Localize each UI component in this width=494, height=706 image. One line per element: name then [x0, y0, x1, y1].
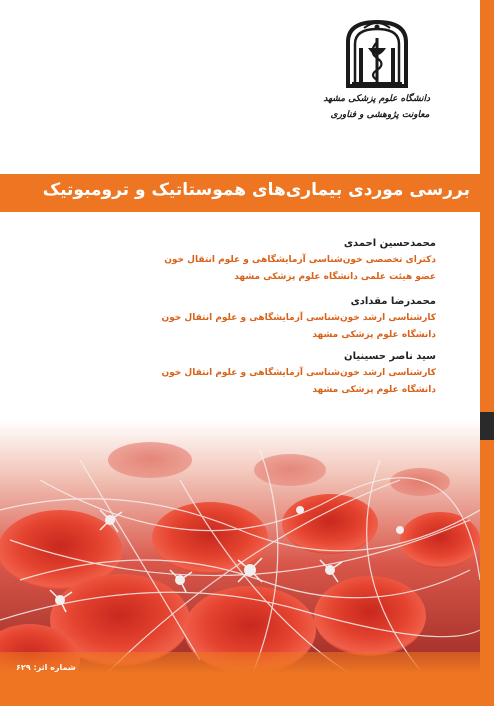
- cover-side-strip-mark: [480, 412, 494, 440]
- cover-side-strip: [480, 0, 494, 706]
- author-2: [56, 294, 436, 344]
- author-1-affiliation: عضو هیئت علمی دانشگاه علوم پزشکی مشهد: [234, 272, 436, 282]
- author-1-name: محمدحسین احمدی: [343, 238, 436, 249]
- logo-department-name: معاونت پژوهشی و فناوری: [330, 110, 430, 120]
- author-3-name: سید ناصر حسینیان: [344, 351, 436, 362]
- publication-number: شماره اثر: ۶۲۹: [16, 663, 76, 672]
- author-1: [56, 236, 436, 286]
- author-1-degree: دکترای تخصصی خون‌شناسی آزمایشگاهی و علوم انتقال خون: [164, 255, 436, 265]
- bottom-band: [0, 652, 480, 706]
- author-3-affiliation: دانشگاه علوم پزشکی مشهد: [312, 385, 436, 395]
- author-3-degree: کارشناسی ارشد خون‌شناسی آزمایشگاهی و علوم انتقال خون: [161, 368, 436, 378]
- university-logo: [344, 18, 410, 88]
- author-3: [56, 349, 436, 399]
- book-title: بررسی موردی بیماری‌های هموستاتیک و ترومبوتیک: [42, 180, 470, 200]
- medical-emblem-caduceus-icon: [344, 18, 410, 88]
- author-2-name: محمدرضا مقدادی: [350, 296, 436, 307]
- author-2-affiliation: دانشگاه علوم پزشکی مشهد: [312, 330, 436, 340]
- author-2-degree: کارشناسی ارشد خون‌شناسی آزمایشگاهی و علوم انتقال خون: [161, 313, 436, 323]
- logo-university-name: دانشگاه علوم پزشکی مشهد: [323, 94, 430, 104]
